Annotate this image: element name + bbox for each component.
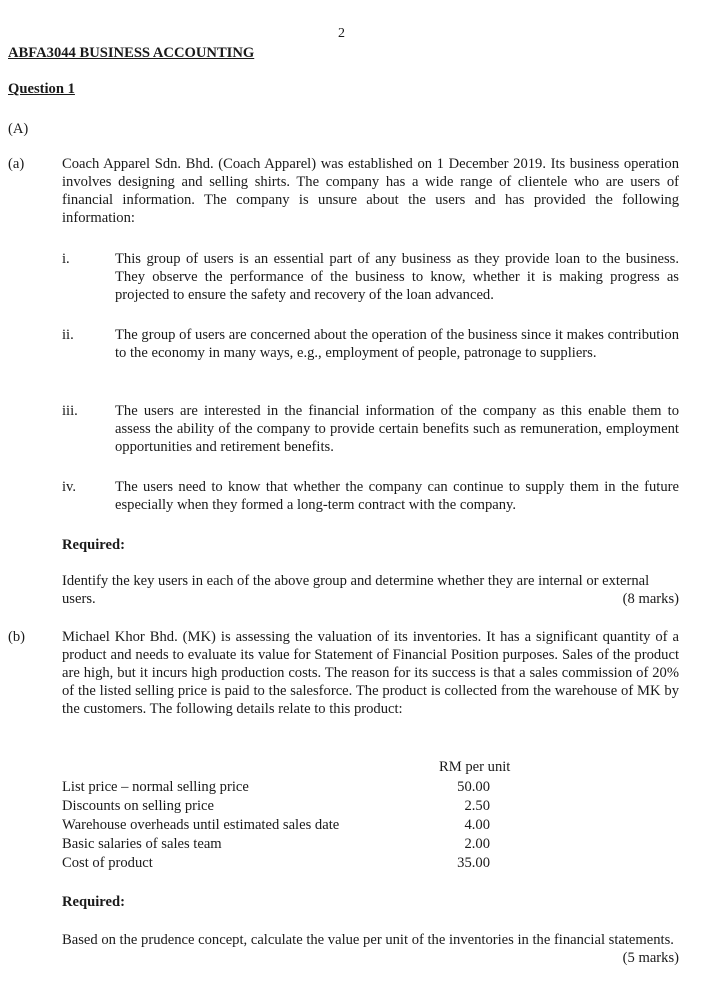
part-a-required-label: Required:: [62, 537, 125, 553]
row-value: 2.50: [464, 798, 490, 814]
part-b-required-text: Based on the prudence concept, calculate the value per unit of the inventories in the financial statements.: [62, 932, 674, 948]
section-label: (A): [8, 121, 29, 137]
row-description: Basic salaries of sales team: [62, 836, 222, 852]
part-a-marks: (8 marks): [622, 591, 679, 607]
part-b-intro: Michael Khor Bhd. (MK) is assessing the valuation of its inventories. It has a significant quantity of a product and needs to evaluate its value for Statement of Financial Position purposes. Sales of the product are high, but it incurs high production costs. The reason for its success is that a sales commission of 20% of the listed selling price is paid to the salesforce. The product is collected from the warehouse of MK by the customers. The following details relate to this product:: [62, 629, 679, 717]
part-a-intro: Coach Apparel Sdn. Bhd. (Coach Apparel) was established on 1 December 2019. Its business operation involves designing and selling shirts. The company has a wide range of clientele who are users of financial information. The company is unsure about the users and has provided the following information:: [62, 156, 679, 226]
part-a-required-text: Identify the key users in each of the above group and determine whether they are internal or external users.: [62, 573, 650, 607]
row-description: List price – normal selling price: [62, 779, 249, 795]
row-description: Cost of product: [62, 855, 153, 871]
question-title: Question 1: [8, 81, 75, 97]
part-b-marks: (5 marks): [622, 950, 679, 966]
item-text: The users are interested in the financial information of the company as this enable them to assess the ability of the company to provide certain benefits such as remuneration, employment opportunities and retirement benefits.: [115, 403, 679, 455]
part-b-required-label: Required:: [62, 894, 125, 910]
row-value: 4.00: [464, 817, 490, 833]
table-row: [62, 835, 532, 853]
row-value: 2.00: [464, 836, 490, 852]
row-value: 50.00: [457, 779, 490, 795]
row-description: Discounts on selling price: [62, 798, 214, 814]
item-number: i.: [62, 251, 70, 267]
row-description: Warehouse overheads until estimated sales date: [62, 817, 340, 833]
item-number: iii.: [62, 403, 78, 419]
table-row: [62, 797, 532, 815]
table-header: RM per unit: [439, 759, 511, 775]
item-text: The users need to know that whether the company can continue to supply them in the future especially when they formed a long-term contract with the company.: [115, 479, 679, 513]
row-value: 35.00: [457, 855, 490, 871]
table-row: [62, 854, 532, 872]
item-number: ii.: [62, 327, 74, 343]
item-text: This group of users is an essential part of any business as they provide loan to the business. They observe the performance of the business to know, whether it is making progress as projected to ensure the safety and recovery of the loan advanced.: [115, 251, 679, 303]
course-title: ABFA3044 BUSINESS ACCOUNTING: [8, 45, 255, 61]
item-number: iv.: [62, 479, 77, 495]
page-number: 2: [338, 26, 345, 41]
item-text: The group of users are concerned about the operation of the business since it makes contribution to the economy in many ways, e.g., employment of people, patronage to suppliers.: [115, 327, 679, 361]
part-b-label: (b): [8, 629, 26, 645]
part-a-label: (a): [8, 156, 25, 172]
table-row: [62, 816, 532, 834]
table-row: [62, 778, 532, 796]
